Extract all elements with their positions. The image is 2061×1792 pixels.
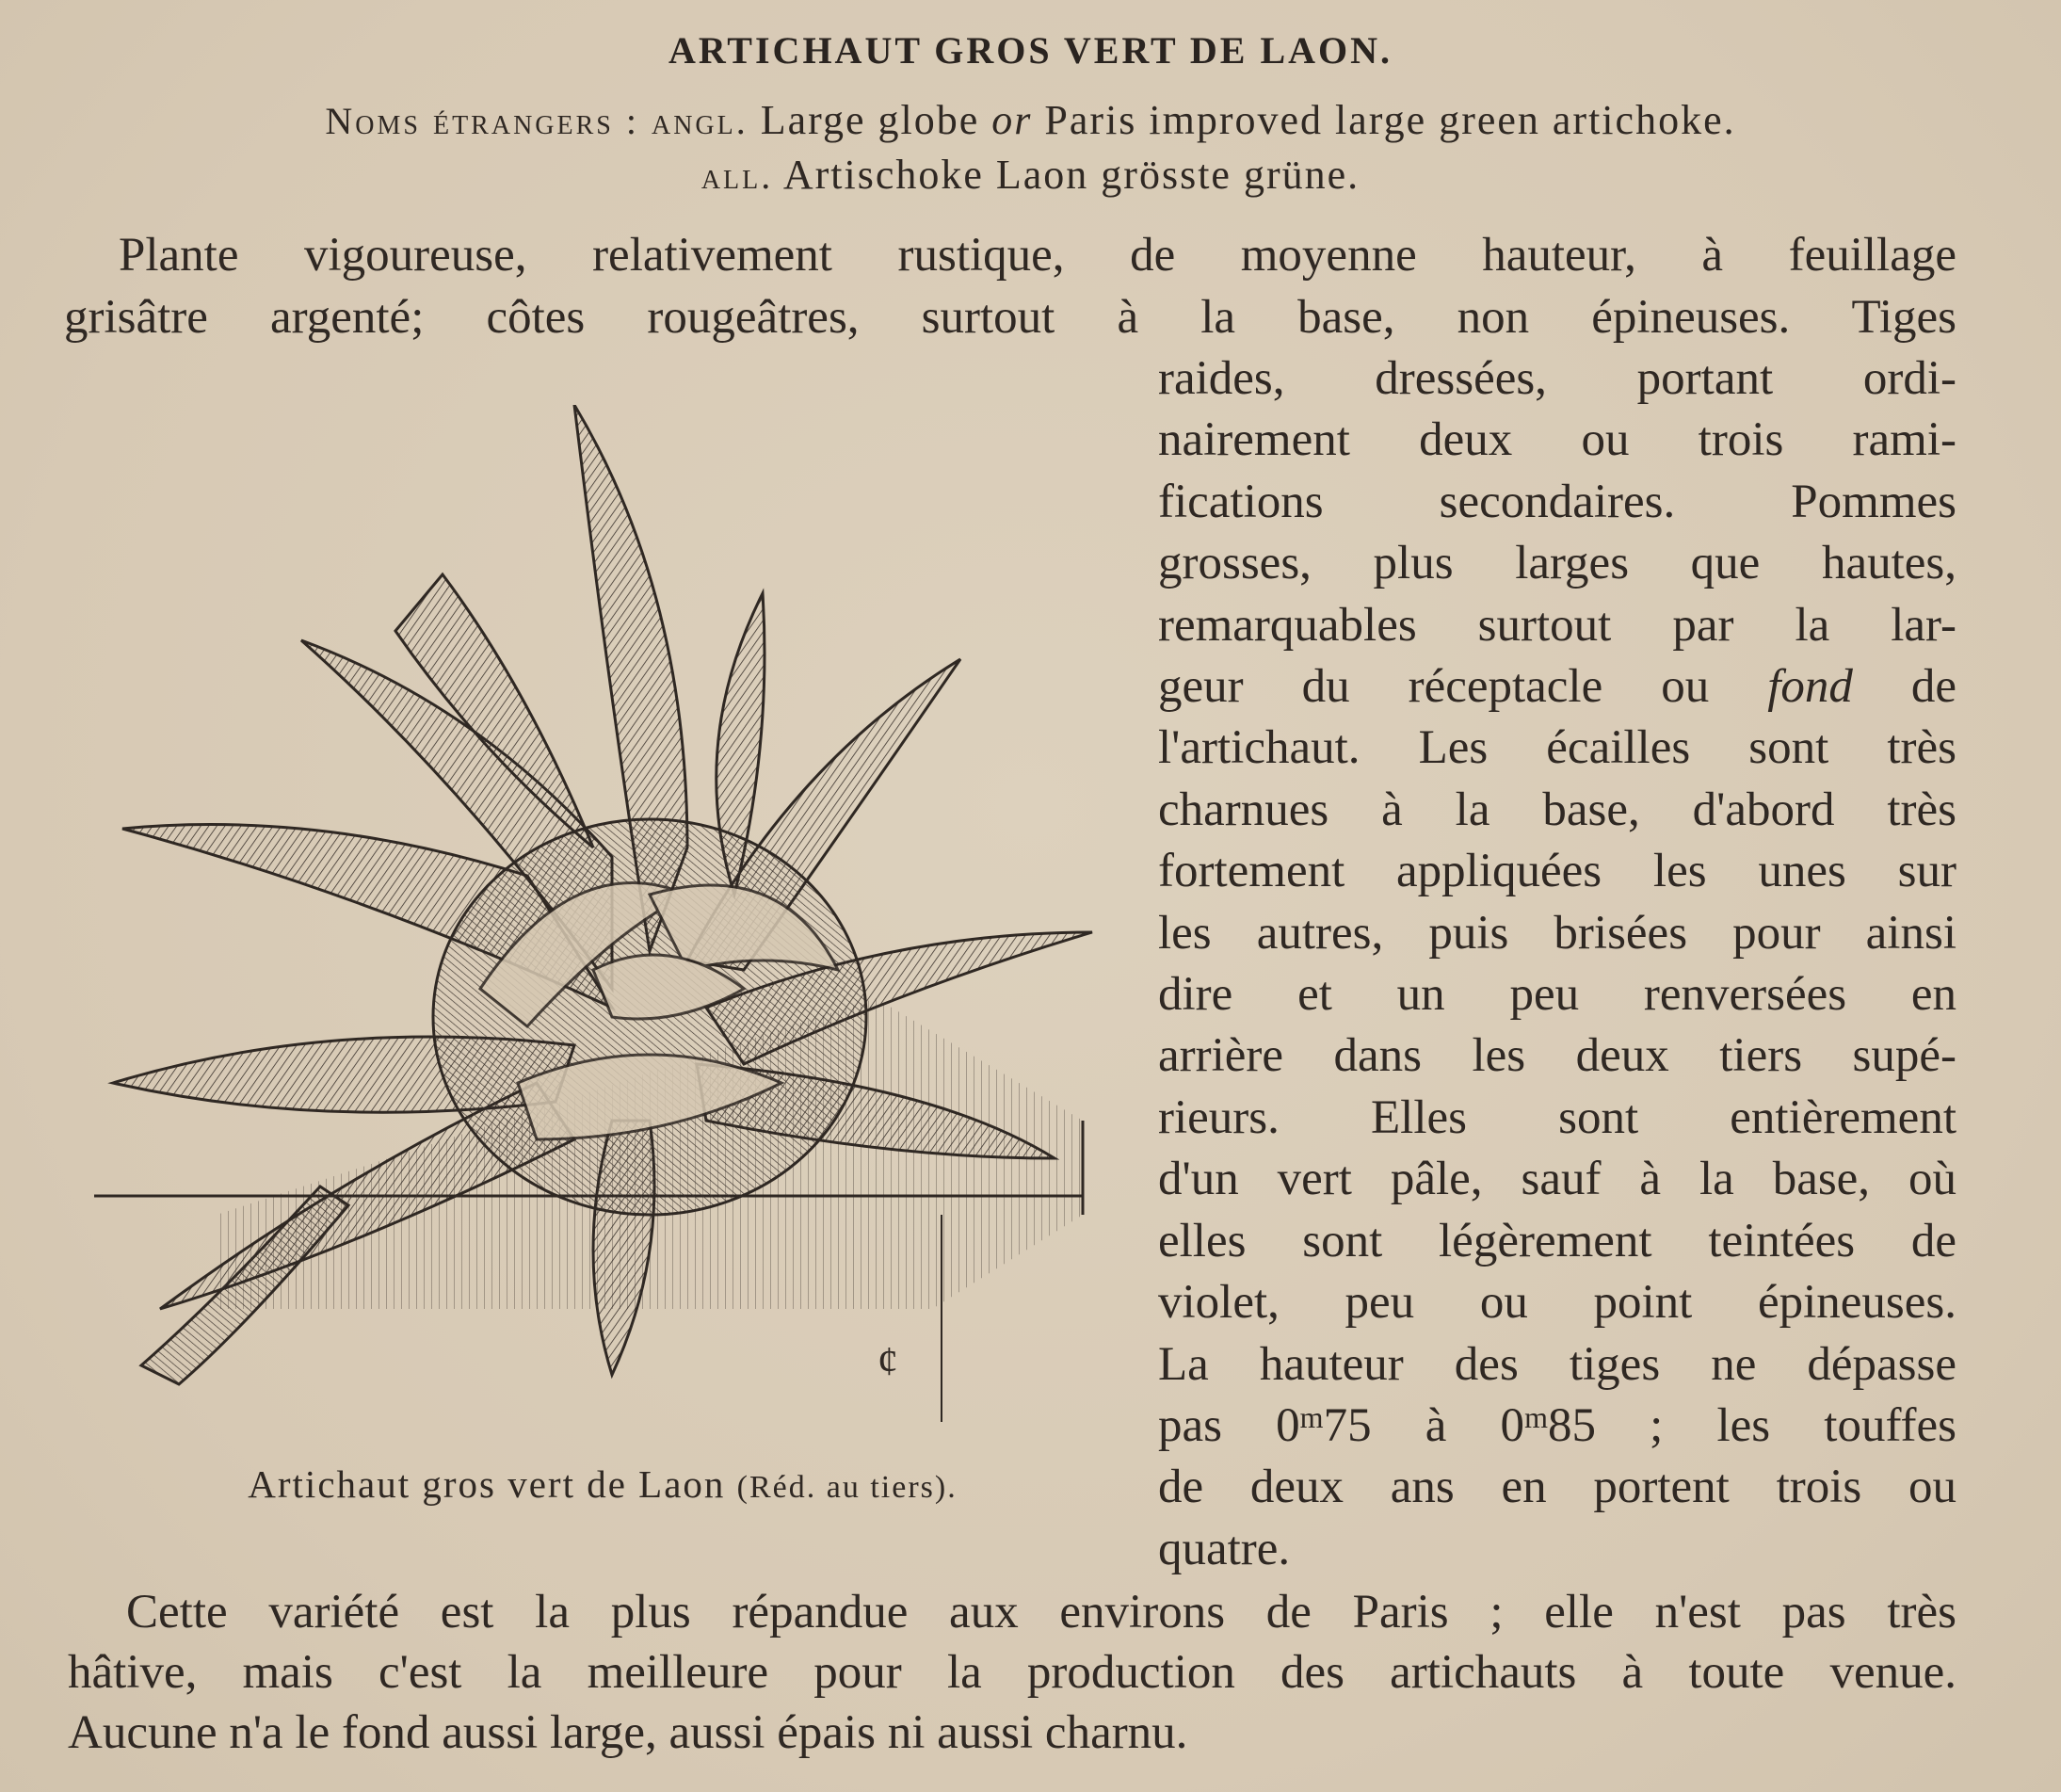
- height-max: 85: [1547, 1398, 1596, 1452]
- unit-m: m: [1524, 1399, 1548, 1434]
- col-line: de deux ans en portent trois ou: [1158, 1461, 1956, 1514]
- col-line: l'artichaut. Les écailles sont très: [1158, 721, 1956, 775]
- description-top: [64, 224, 1956, 348]
- col-line-part: geur du réceptacle ou: [1158, 660, 1710, 714]
- caption-note: (Réd. au tiers).: [736, 1470, 958, 1505]
- page-title: ARTICHAUT GROS VERT DE LAON.: [668, 29, 1393, 72]
- height-tail: ; les touffes: [1595, 1398, 1957, 1452]
- foreign-names-german: [0, 151, 2061, 199]
- svg-text:ȼ: ȼ: [878, 1338, 898, 1384]
- fond-word: fond: [1767, 660, 1853, 714]
- english-label: angl.: [651, 100, 749, 142]
- col-line: rieurs. Elles sont entièrement: [1158, 1090, 1956, 1144]
- german-name: Artischoke Laon grösste grüne.: [782, 152, 1361, 198]
- col-line: raides, dressées, portant ordi-: [1158, 352, 1956, 405]
- description-line-1: Plante vigoureuse, relativement rustique, de moyenne hauteur, à feuillage: [119, 229, 1956, 282]
- english-name-part1: Large globe: [760, 97, 980, 143]
- description-column: [1158, 348, 1956, 1580]
- fond-after: de: [1910, 660, 1956, 714]
- german-label: all.: [700, 154, 774, 197]
- col-line-height: [1158, 1396, 1956, 1457]
- english-or: or: [991, 97, 1033, 143]
- closing-line: Aucune n'a le fond aussi large, aussi épais ni aussi charnu.: [68, 1706, 1188, 1759]
- english-name-part2: Paris improved large green artichoke.: [1044, 97, 1736, 143]
- col-line: fications secondaires. Pommes: [1158, 475, 1956, 528]
- height-sep: à 0: [1371, 1398, 1525, 1452]
- foreign-names-english: [0, 96, 2061, 144]
- col-line: arrière dans les deux tiers supé-: [1158, 1029, 1956, 1083]
- col-line: La hauteur des tiges ne dépasse: [1158, 1337, 1956, 1391]
- height-prefix: pas 0: [1158, 1398, 1300, 1452]
- col-line: quatre.: [1158, 1522, 1291, 1575]
- description-line-2: grisâtre argenté; côtes rougeâtres, surtout à la base, non épineuses. Tiges: [64, 291, 1956, 344]
- closing-line: Cette variété est la plus répandue aux environs de Paris ; elle n'est pas très: [126, 1586, 1956, 1639]
- col-line: nairement deux ou trois rami-: [1158, 413, 1956, 467]
- col-line: fortement appliquées les unes sur: [1158, 845, 1956, 898]
- closing-line: hâtive, mais c'est la meilleure pour la production des artichauts à toute venue.: [68, 1646, 1956, 1699]
- col-line: charnues à la base, d'abord très: [1158, 783, 1956, 836]
- col-line: d'un vert pâle, sauf à la base, où: [1158, 1153, 1956, 1206]
- col-line: elles sont légèrement teintées de: [1158, 1214, 1956, 1267]
- col-line: remarquables surtout par la lar-: [1158, 598, 1956, 652]
- col-line: grosses, plus larges que hautes,: [1158, 537, 1956, 590]
- col-line-fond: [1158, 656, 1956, 718]
- closing-paragraph: [68, 1582, 1956, 1763]
- col-line: violet, peu ou point épineuses.: [1158, 1276, 1956, 1330]
- foreign-names-label: Noms étrangers :: [325, 100, 639, 142]
- col-line: les autres, puis brisées pour ainsi: [1158, 906, 1956, 960]
- col-line: dire et un peu renversées en: [1158, 968, 1956, 1022]
- artichoke-engraving-icon: [85, 405, 1120, 1441]
- unit-m: m: [1299, 1399, 1324, 1434]
- figure-caption: [85, 1461, 1120, 1507]
- height-min: 75: [1323, 1398, 1372, 1452]
- caption-main: Artichaut gros vert de Laon: [248, 1462, 726, 1506]
